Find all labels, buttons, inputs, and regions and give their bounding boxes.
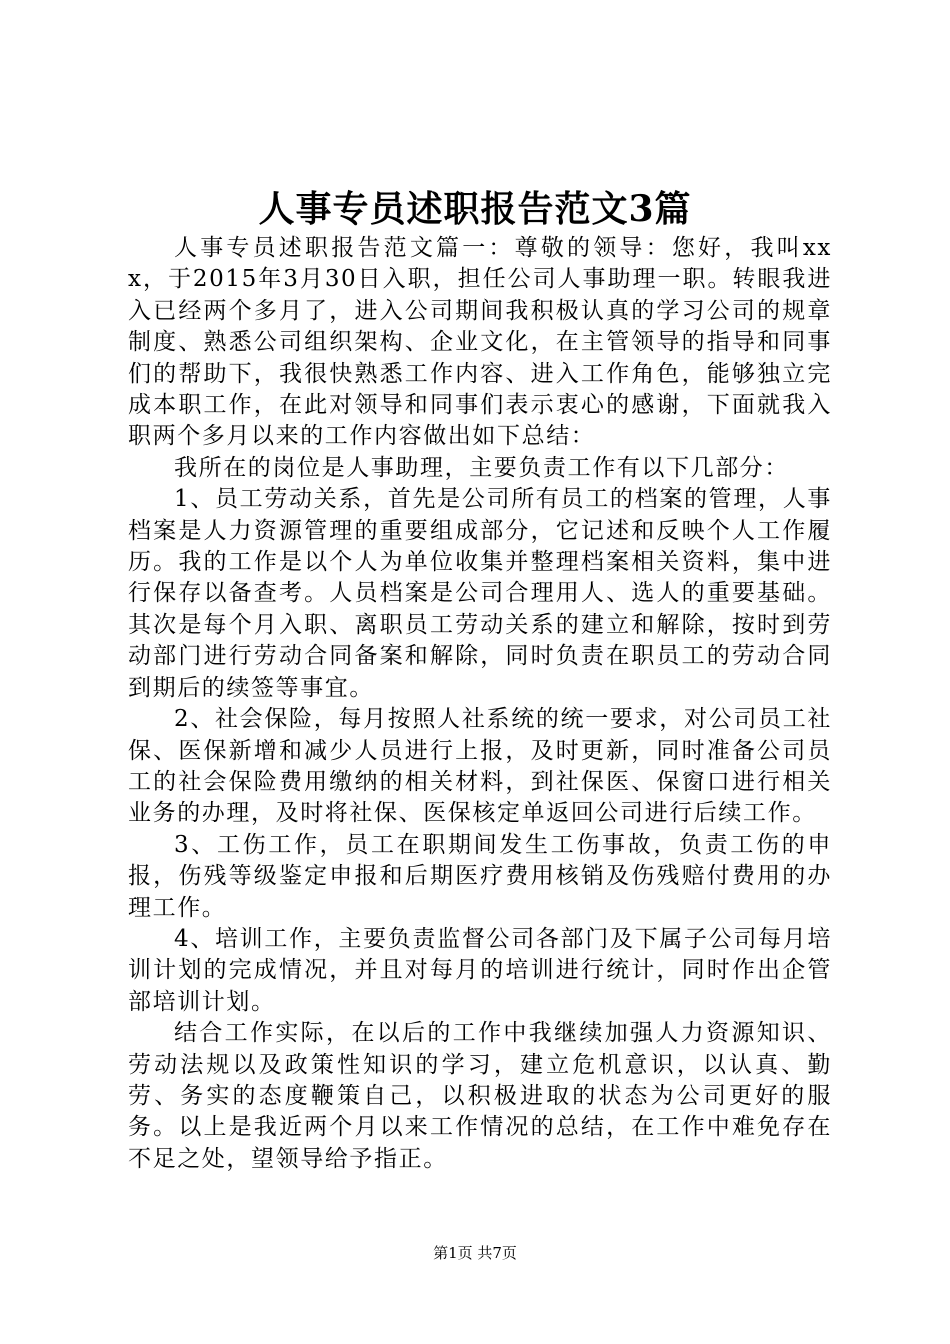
paragraph-work-injury: 3、工伤工作，员工在职期间发生工伤事故，负责工伤的申报，伤残等级鉴定申报和后期医疗费用核销及伤残赔付费用的办理工作。 [128,831,832,921]
document-body [128,233,832,1175]
paragraph-training: 4、培训工作，主要负责监督公司各部门及下属子公司每月培训计划的完成情况，并且对每月的培训进行统计，同时作出企管部培训计划。 [128,925,832,1015]
paragraph-conclusion: 结合工作实际，在以后的工作中我继续加强人力资源知识、劳动法规以及政策性知识的学习，建立危机意识，以认真、勤劳、务实的态度鞭策自己，以积极进取的状态为公司更好的服务。以上是我近两个月以来工作情况的总结，在工作中难免存在不足之处，望领导给予指正。 [128,1020,832,1172]
paragraph-social-insurance: 2、社会保险，每月按照人社系统的统一要求，对公司员工社保、医保新增和减少人员进行上报，及时更新，同时准备公司员工的社会保险费用缴纳的相关材料，到社保医、保窗口进行相关业务的办理，及时将社保、医保核定单返回公司进行后续工作。 [128,706,832,827]
paragraph-labor-relations: 1、员工劳动关系，首先是公司所有员工的档案的管理，人事档案是人力资源管理的重要组成部分，它记述和反映个人工作履历。我的工作是以个人为单位收集并整理档案相关资料，集中进行保存以备查考。人员档案是公司合理用人、选人的重要基础。其次是每个月入职、离职员工劳动关系的建立和解除，按时到劳动部门进行劳动合同备案和解除，同时负责在职员工的劳动合同到期后的续签等事宜。 [128,486,832,701]
paragraph-duties-overview: 我所在的岗位是人事助理，主要负责工作有以下几部分： [174,454,789,481]
paragraph-intro: 人事专员述职报告范文篇一：尊敬的领导：您好，我叫xxx，于2015年3月30日入职，担任公司人事助理一职。转眼我进入已经两个多月了，进入公司期间我积极认真的学习公司的规章制度、熟悉公司组织架构、企业文化，在主管领导的指导和同事们的帮助下，我很快熟悉工作内容、进入工作角色，能够独立完成本职工作，在此对领导和同事们表示衷心的感谢，下面就我入职两个多月以来的工作内容做出如下总结： [128,235,832,450]
document-title: 人事专员述职报告范文3篇 [258,188,692,230]
page-footer: 第1页 共7页 [433,1244,517,1262]
